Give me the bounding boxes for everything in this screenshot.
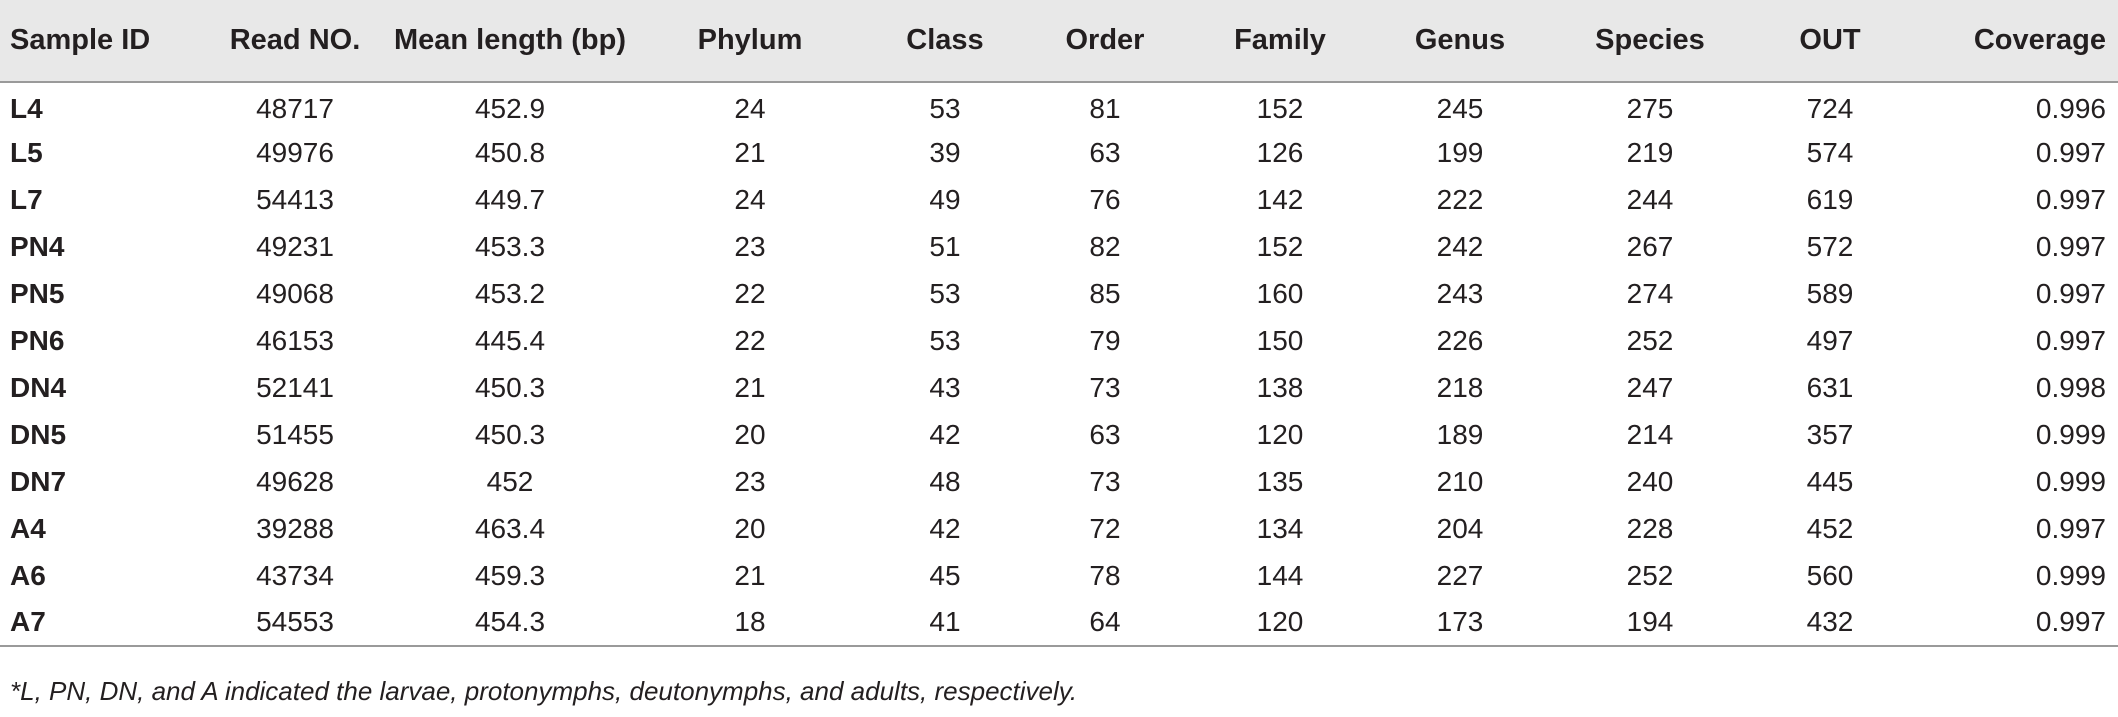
table-cell: 73 bbox=[1089, 371, 1121, 403]
table-cell: 144 bbox=[1256, 559, 1304, 591]
table-cell: 454.3 bbox=[390, 599, 630, 646]
table-cell: 126 bbox=[1256, 136, 1304, 168]
table-cell: 53 bbox=[929, 93, 961, 124]
table-cell: 243 bbox=[1436, 277, 1484, 309]
table-cell: 73 bbox=[1089, 465, 1121, 497]
table-cell: 267 bbox=[1626, 230, 1674, 262]
sample-id-cell: A6 bbox=[10, 559, 46, 591]
column-header: Family bbox=[1190, 0, 1370, 82]
column-header: Coverage bbox=[1910, 0, 2118, 82]
table-row bbox=[0, 599, 2118, 646]
table-cell: 244 bbox=[1626, 183, 1674, 215]
table-row bbox=[0, 176, 2118, 223]
table-cell: 72 bbox=[1089, 512, 1121, 544]
table-cell: 42 bbox=[929, 418, 961, 450]
table-cell: 0.997 bbox=[2035, 277, 2106, 309]
sample-id-cell: L5 bbox=[10, 136, 43, 168]
table-cell: 23 bbox=[734, 465, 766, 497]
table-cell: 54413 bbox=[256, 183, 334, 215]
table-cell: 51 bbox=[929, 230, 961, 262]
column-header: Order bbox=[1020, 0, 1190, 82]
table-cell: 0.997 bbox=[2035, 324, 2106, 356]
table-cell: 222 bbox=[1436, 183, 1484, 215]
table-cell: 22 bbox=[734, 324, 766, 356]
table-cell: 432 bbox=[1750, 599, 1910, 646]
table-cell: 0.998 bbox=[2035, 371, 2106, 403]
table-cell: 724 bbox=[1806, 93, 1854, 124]
table-cell: 452 bbox=[1806, 512, 1854, 544]
table-cell: 194 bbox=[1550, 599, 1750, 646]
table-cell: 631 bbox=[1806, 371, 1854, 403]
table-cell: 23 bbox=[734, 230, 766, 262]
table-cell: 219 bbox=[1626, 136, 1674, 168]
table-cell: 449.7 bbox=[474, 183, 546, 215]
table-row bbox=[0, 505, 2118, 552]
table-cell: 46153 bbox=[256, 324, 334, 356]
table-cell: 0.999 bbox=[2035, 418, 2106, 450]
table-cell: 152 bbox=[1256, 93, 1304, 124]
table-cell: 245 bbox=[1436, 93, 1484, 124]
table-row bbox=[0, 82, 2118, 129]
table-cell: 120 bbox=[1190, 599, 1370, 646]
table-cell: 42 bbox=[929, 512, 961, 544]
table-cell: 463.4 bbox=[474, 512, 546, 544]
table-cell: 452.9 bbox=[474, 93, 546, 124]
column-header: Mean length (bp) bbox=[390, 0, 630, 82]
table-cell: 240 bbox=[1626, 465, 1674, 497]
table-body bbox=[0, 82, 2118, 646]
table-cell: 452 bbox=[486, 465, 534, 497]
table-cell: 357 bbox=[1806, 418, 1854, 450]
table-cell: 150 bbox=[1256, 324, 1304, 356]
table-cell: 63 bbox=[1089, 418, 1121, 450]
column-header: Class bbox=[870, 0, 1020, 82]
sample-id-cell: DN7 bbox=[10, 465, 67, 497]
table-cell: 43734 bbox=[256, 559, 334, 591]
table-cell: 274 bbox=[1626, 277, 1674, 309]
table-cell: 445.4 bbox=[474, 324, 546, 356]
table-row bbox=[0, 458, 2118, 505]
table-cell: 453.2 bbox=[474, 277, 546, 309]
table-cell: 142 bbox=[1256, 183, 1304, 215]
sample-id-cell: A7 bbox=[0, 599, 200, 646]
table-cell: 450.3 bbox=[474, 371, 546, 403]
table-cell: 0.999 bbox=[2035, 465, 2106, 497]
table-cell: 54553 bbox=[200, 599, 390, 646]
table-cell: 49976 bbox=[256, 136, 334, 168]
sample-id-cell: PN4 bbox=[10, 230, 65, 262]
table-cell: 135 bbox=[1256, 465, 1304, 497]
table-cell: 43 bbox=[929, 371, 961, 403]
table-row bbox=[0, 270, 2118, 317]
table-cell: 0.997 bbox=[2035, 512, 2106, 544]
table-cell: 228 bbox=[1626, 512, 1674, 544]
table-cell: 0.997 bbox=[1910, 599, 2118, 646]
table-row bbox=[0, 317, 2118, 364]
table-cell: 48 bbox=[929, 465, 961, 497]
table-cell: 120 bbox=[1256, 418, 1304, 450]
table-cell: 450.3 bbox=[474, 418, 546, 450]
table-cell: 79 bbox=[1089, 324, 1121, 356]
table-cell: 226 bbox=[1436, 324, 1484, 356]
table-cell: 275 bbox=[1626, 93, 1674, 124]
sample-id-cell: A4 bbox=[10, 512, 46, 544]
table-cell: 173 bbox=[1370, 599, 1550, 646]
table-cell: 39 bbox=[929, 136, 961, 168]
table-row bbox=[0, 223, 2118, 270]
table-cell: 41 bbox=[870, 599, 1020, 646]
sample-id-cell: PN5 bbox=[10, 277, 65, 309]
table-row bbox=[0, 364, 2118, 411]
table-cell: 247 bbox=[1626, 371, 1674, 403]
table-cell: 53 bbox=[929, 324, 961, 356]
table-cell: 0.999 bbox=[2035, 559, 2106, 591]
table-cell: 252 bbox=[1626, 324, 1674, 356]
table-cell: 227 bbox=[1436, 559, 1484, 591]
table-cell: 459.3 bbox=[474, 559, 546, 591]
table-cell: 619 bbox=[1806, 183, 1854, 215]
column-header: Phylum bbox=[630, 0, 870, 82]
table-cell: 0.997 bbox=[2035, 230, 2106, 262]
table-cell: 199 bbox=[1436, 136, 1484, 168]
table-cell: 252 bbox=[1626, 559, 1674, 591]
table-cell: 20 bbox=[734, 512, 766, 544]
table-footnote: *L, PN, DN, and A indicated the larvae, protonymphs, deutonymphs, and adults, respectively. bbox=[10, 676, 1078, 706]
table-cell: 152 bbox=[1256, 230, 1304, 262]
table-cell: 453.3 bbox=[474, 230, 546, 262]
sample-id-cell: L7 bbox=[10, 183, 43, 215]
table-cell: 160 bbox=[1256, 277, 1304, 309]
table-cell: 63 bbox=[1089, 136, 1121, 168]
table-cell: 445 bbox=[1806, 465, 1854, 497]
table-cell: 24 bbox=[734, 183, 766, 215]
column-header: Read NO. bbox=[200, 0, 390, 82]
table-cell: 76 bbox=[1089, 183, 1121, 215]
table-cell: 497 bbox=[1806, 324, 1854, 356]
table-cell: 574 bbox=[1806, 136, 1854, 168]
table-cell: 49628 bbox=[256, 465, 334, 497]
table-cell: 52141 bbox=[256, 371, 334, 403]
table-cell: 138 bbox=[1256, 371, 1304, 403]
table-cell: 21 bbox=[734, 136, 766, 168]
table-row bbox=[0, 129, 2118, 176]
table-row bbox=[0, 411, 2118, 458]
table-cell: 242 bbox=[1436, 230, 1484, 262]
table-cell: 20 bbox=[734, 418, 766, 450]
table-cell: 78 bbox=[1089, 559, 1121, 591]
table-cell: 0.997 bbox=[2035, 183, 2106, 215]
table-header bbox=[0, 0, 2118, 82]
table-cell: 210 bbox=[1436, 465, 1484, 497]
table-cell: 589 bbox=[1806, 277, 1854, 309]
column-header: Sample ID bbox=[0, 0, 200, 82]
sample-id-cell: DN5 bbox=[10, 418, 67, 450]
table-cell: 81 bbox=[1089, 93, 1121, 124]
table-cell: 48717 bbox=[256, 93, 334, 124]
table-cell: 572 bbox=[1806, 230, 1854, 262]
table-cell: 0.996 bbox=[2035, 93, 2106, 124]
table-cell: 49 bbox=[929, 183, 961, 215]
table-cell: 39288 bbox=[256, 512, 334, 544]
table-cell: 450.8 bbox=[474, 136, 546, 168]
column-header: Species bbox=[1550, 0, 1750, 82]
table-cell: 51455 bbox=[256, 418, 334, 450]
table-cell: 218 bbox=[1436, 371, 1484, 403]
table-cell: 53 bbox=[929, 277, 961, 309]
table-cell: 49231 bbox=[256, 230, 334, 262]
table-cell: 560 bbox=[1806, 559, 1854, 591]
table-cell: 24 bbox=[734, 93, 766, 124]
table-cell: 0.997 bbox=[2035, 136, 2106, 168]
sample-id-cell: PN6 bbox=[10, 324, 65, 356]
header-row bbox=[0, 0, 2118, 82]
table-cell: 82 bbox=[1089, 230, 1121, 262]
table-cell: 45 bbox=[929, 559, 961, 591]
table-cell: 214 bbox=[1626, 418, 1674, 450]
column-header: Genus bbox=[1370, 0, 1550, 82]
table-cell: 21 bbox=[734, 371, 766, 403]
table-cell: 189 bbox=[1436, 418, 1484, 450]
table-cell: 18 bbox=[630, 599, 870, 646]
table-cell: 204 bbox=[1436, 512, 1484, 544]
sample-id-cell: DN4 bbox=[10, 371, 67, 403]
table-cell: 22 bbox=[734, 277, 766, 309]
table-cell: 85 bbox=[1089, 277, 1121, 309]
table-cell: 134 bbox=[1256, 512, 1304, 544]
sample-id-cell: L4 bbox=[10, 93, 43, 124]
table-cell: 49068 bbox=[256, 277, 334, 309]
table-cell: 64 bbox=[1020, 599, 1190, 646]
column-header: OUT bbox=[1750, 0, 1910, 82]
table-row bbox=[0, 552, 2118, 599]
table-cell: 21 bbox=[734, 559, 766, 591]
